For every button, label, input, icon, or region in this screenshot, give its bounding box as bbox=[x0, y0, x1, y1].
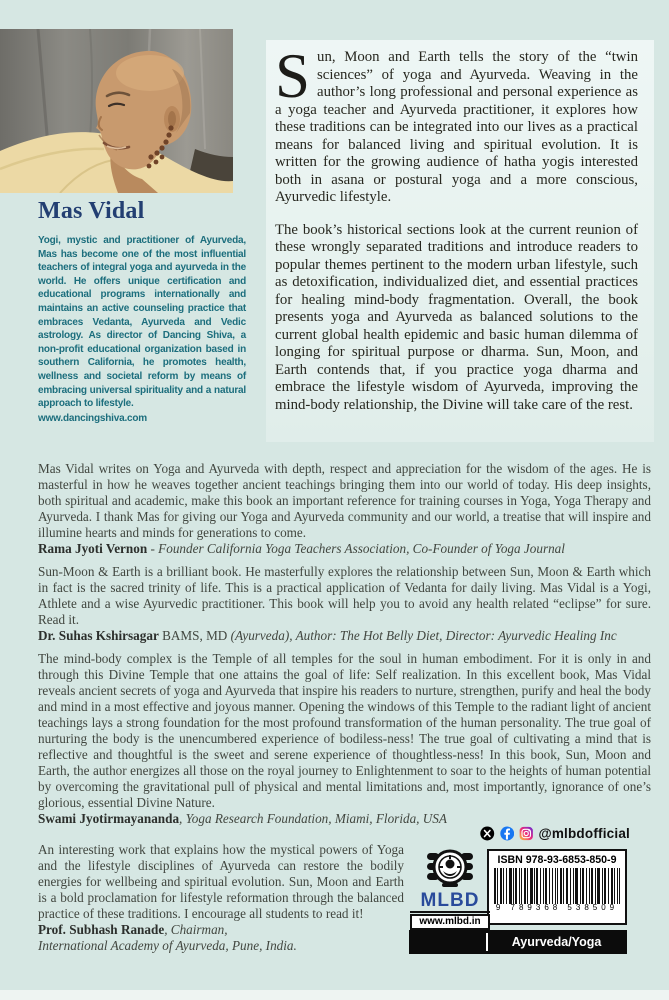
category-label: Ayurveda/Yoga bbox=[511, 935, 602, 949]
testimonial-text: Sun-Moon & Earth is a brilliant book. He masterfully explores the relationship between Sun, Moon & Earth which in fact is the sacred trinity of life. This is a practical application of Vedanta for daily living. Mas Vidal is a Yogi, Athlete and a wise Ayurvedic practitioner. This book will help you to avoid any health related “eclipse” for sure. Read it. bbox=[38, 564, 651, 627]
endorser-title: (Ayurveda), Author: The Hot Belly Diet, Director: Ayurvedic Healing Inc bbox=[230, 628, 617, 643]
testimonial-kshirsagar bbox=[38, 564, 651, 644]
testimonial-jyotirmayananda bbox=[38, 651, 651, 827]
endorser-title: , Chairman, bbox=[164, 922, 228, 937]
testimonial-attribution bbox=[38, 628, 651, 644]
author-website: www.dancingshiva.com bbox=[38, 412, 147, 424]
barcode-digits: 9 789368 538509 bbox=[495, 903, 619, 912]
author-photo bbox=[0, 29, 233, 193]
mlbd-emblem-icon bbox=[425, 847, 475, 891]
endorser-title: , Yoga Research Foundation, Miami, Florida, USA bbox=[179, 811, 447, 826]
testimonial-text: Mas Vidal writes on Yoga and Ayurveda with depth, respect and appreciation for the wisdom of the ages. He is masterful in how he weaves together ancient teachings bringing them into our world of today. His deep insights, both spiritual and academic, make this book an important reference for training courses in Yoga, Yoga Therapy and Ayurveda. I thank Mas for giving our Yoga and Ayurveda community and our world, a treatise that will inspire and illumine hearts and minds for generations to come. bbox=[38, 461, 651, 540]
facebook-icon bbox=[500, 825, 514, 842]
testimonial-text: The mind-body complex is the Temple of all temples for the soul in human embodiment. For it is only in and through this Divine Temple that one attains the goal of life: Self realization. In this excellent book, Mas Vidal reveals ancient secrets of yoga and Ayurveda that inspire his readers to nurture, strengthen, purify and heal the body and mind in a most effective and joyous manner. Opening the windows of this Temple to the radiant light of ancient teachings lays a strong foundation for the most profound transformation of the human personality. The true goal of nurturing the body is the unencumbered experience of bodiless-ness! The true goal of cultivating a mind that is reflective and thoughtful is the sweet and serene experience of thoughtless-ness! In this book, Sun, Moon and Earth, the author energizes all those on the royal journey to Enlightenment to soar to the heights of human potential by overcoming the gravitational pull of physical and mental limitations and, most importantly, ignorance of one’s glorious, essential Divine Nature. bbox=[38, 651, 651, 810]
instagram-icon bbox=[519, 825, 533, 842]
isbn-barcode-box bbox=[487, 849, 627, 925]
testimonial-text: An interesting work that explains how the mystical powers of Yoga and the lifestyle disciplines of Ayurveda can restore the bodily energies for wellbeing and spiritual evolution. Sun, Moon and Earth is a bold proclamation for lifestyle reformation through the balanced practice of these traditions. I encourage all students to read it! bbox=[38, 842, 404, 921]
isbn-number: ISBN 978-93-6853-850-9 bbox=[497, 854, 617, 866]
endorser-title: Founder California Yoga Teachers Association, Co-Founder of Yoga Journal bbox=[158, 541, 565, 556]
endorser-name: Dr. Suhas Kshirsagar bbox=[38, 628, 159, 643]
synopsis-paragraph-1 bbox=[275, 41, 638, 207]
synopsis-panel bbox=[266, 40, 654, 442]
page-bottom-margin bbox=[0, 990, 669, 1000]
author-bio-text: Yogi, mystic and practitioner of Ayurveda, Mas has become one of the most influential teachers of integral yoga and ayurveda in the world. He offers unique certification and educational programs internationally and maintains an active counseling practice that embraces Vedanta, Ayurveda and Vedic astrology. As director of Dancing Shiva, a non-profit educational organization based in southern California, he promotes health, wellness and societal reform by means of embracing universal spirituality and a natural approach to lifestyle. bbox=[38, 235, 246, 410]
endorser-name: Swami Jyotirmayananda bbox=[38, 811, 180, 826]
author-bio bbox=[38, 234, 246, 425]
category-bar bbox=[409, 930, 627, 954]
endorser-name: Rama Jyoti Vernon bbox=[38, 541, 148, 556]
endorser-name: Prof. Subhash Ranade bbox=[38, 922, 165, 937]
author-name: Mas Vidal bbox=[38, 198, 145, 224]
attribution-separator: - bbox=[147, 541, 159, 556]
synopsis-paragraph-1-text: un, Moon and Earth tells the story of the “twin sciences” of yoga and Ayurveda. Weaving in the author’s long professional and personal experience as a yoga teacher and Ayurveda practitioner, it explores how these traditions can be integrated into our lives as a practical means for balanced living and spiritual evolution. It is written for the growing audience of hatha yogis interested both in asana or postural yoga and a more conscious, Ayurvedic lifestyle. bbox=[275, 49, 638, 205]
testimonial-attribution bbox=[38, 922, 404, 954]
publisher-logo-block bbox=[410, 847, 490, 930]
endorser-organization: International Academy of Ayurveda, Pune, India. bbox=[38, 938, 297, 953]
testimonial-vernon bbox=[38, 461, 651, 557]
testimonial-ranade bbox=[38, 842, 404, 954]
drop-cap: S bbox=[275, 41, 311, 111]
synopsis-paragraph-2: The book’s historical sections look at the current reunion of these wrongly separated traditions and introduce readers to popular themes pertinent to the modern urban lifestyle, such as detoxification, individualized diet, and essential practices for healing mind-body fragmentation. Overall, the book presents yoga and Ayurveda as balanced solutions to the current global health epidemic and basic human dilemma of longing for spiritual purpose or dharma. Sun, Moon, and Earth contends that, if you practice yoga dharma and embrace the lifestyle wisdom of Ayurveda, improving the mind-body relationship, the Divine will take care of the rest. bbox=[275, 221, 638, 413]
publisher-name: MLBD bbox=[410, 891, 490, 913]
publisher-website: www.mlbd.in bbox=[410, 914, 490, 930]
social-handle: @mlbdofficial bbox=[538, 825, 630, 841]
social-media-row bbox=[480, 823, 630, 843]
endorser-degrees: BAMS, MD bbox=[158, 628, 231, 643]
testimonial-attribution bbox=[38, 541, 651, 557]
x-social-icon bbox=[480, 825, 494, 842]
